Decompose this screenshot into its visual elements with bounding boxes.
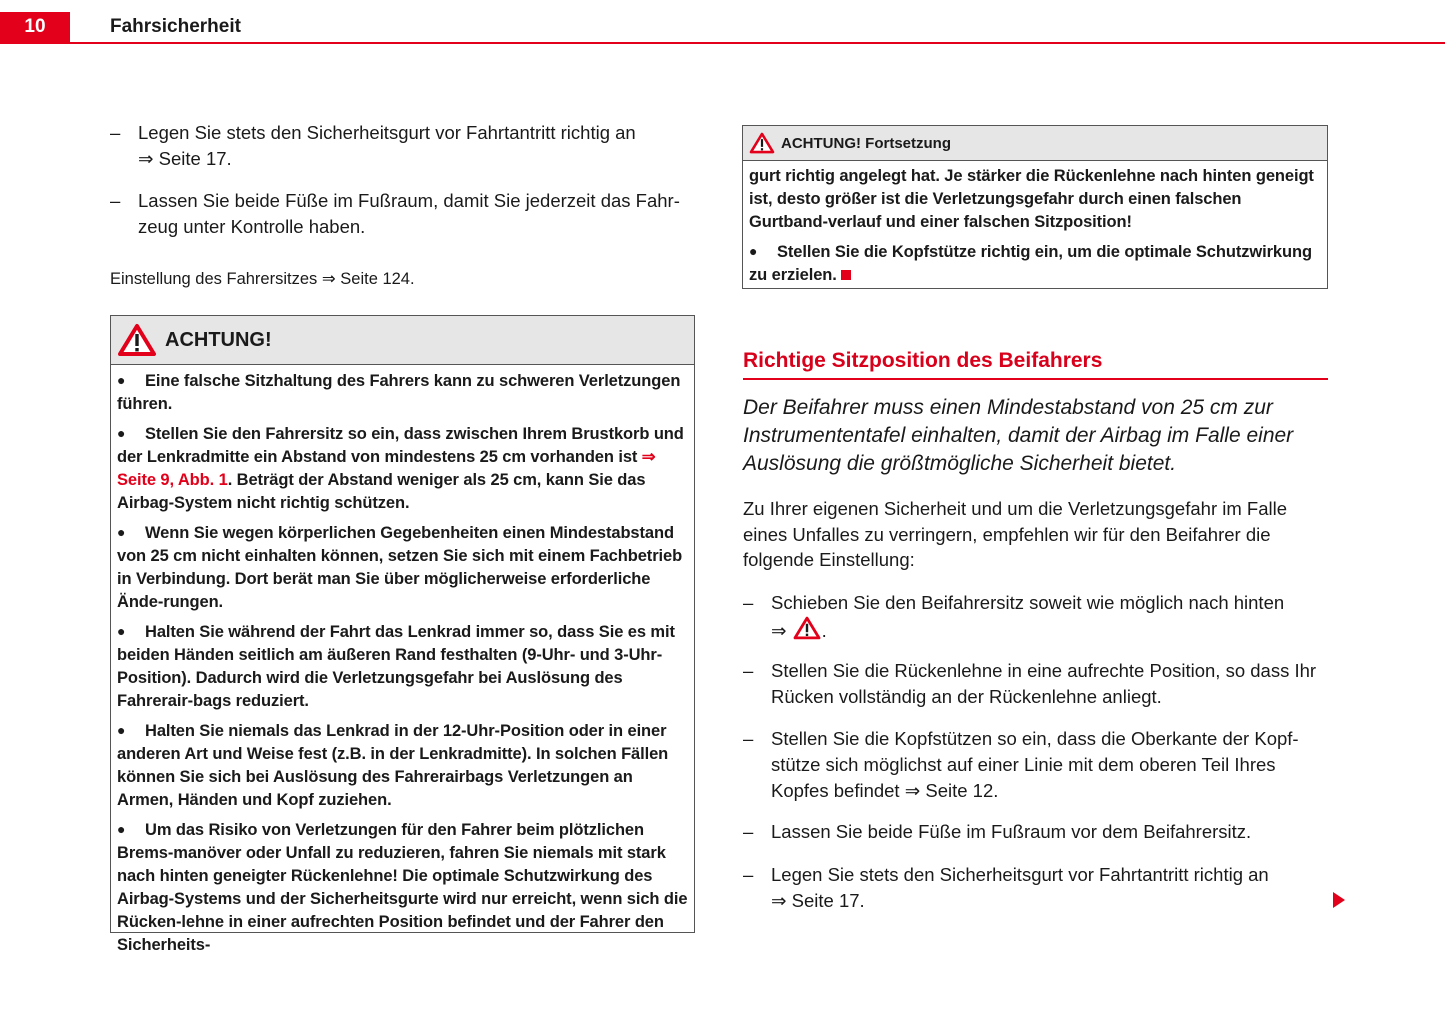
section-rule [743,378,1328,380]
page-number: 10 [24,16,46,37]
list-item-text: Lassen Sie beide Füße im Fußraum, damit Sie jederzeit das Fahr- [138,190,680,211]
warning-reference-link[interactable]: ⇒ . [771,620,827,641]
dash-marker: – [743,864,754,885]
page-reference-link[interactable]: ⇒ Seite 17. [138,148,232,169]
list-item-text: Stellen Sie die Kopfstützen so ein, dass die Oberkante der Kopf-stütze sich möglichst auf einer Linie mit dem oberen Teil Ihres Kopfes befindet ⇒ Seite 12. [771,728,1299,801]
warning-continuation: gurt richtig angelegt hat. Je stärker die Rückenlehne nach hinten geneigt ist, desto größer ist die Verletzungsgefahr durch einen falschen Gurtband-verlauf und einer falschen Sitzposition! [749,167,1314,231]
figure-reference-link[interactable]: ⇒ Seite 9, Abb. 1 [117,448,656,489]
bullet-icon: ● [117,372,126,388]
section-title: Richtige Sitzposition des Beifahrers [743,349,1103,372]
warning-bullet: ● Um das Risiko von Verletzungen für den Fahrer beim plötzlichen Brems-manöver oder Unfall zu reduzieren, fahren Sie niemals mit stark nach hinten geneigter Rückenlehne! Die optimale Schutzwirkung des Airbag-Systems und der Sicherheitsgurte wird nur erreicht, wenn sich die Rücken-lehne in einer aufrechten Position befindet und der Fahrer den Sicherheits- [117,818,688,957]
warning-bullet: ● Wenn Sie wegen körperlichen Gegebenheiten einen Mindestabstand von 25 cm nicht einhalten können, setzen Sie sich mit einem Fachbetrieb in Verbindung. Dort berät man Sie über möglicherweise erforderliche Ände-rungen. [117,521,688,614]
list-item [743,590,1343,644]
dash-marker: – [110,190,121,211]
warning-body [111,365,694,957]
dash-marker: – [743,592,754,613]
warning-triangle-icon [792,616,822,640]
warning-triangle-icon [117,323,157,357]
list-item-text: Stellen Sie die Rückenlehne in eine aufrechte Position, so dass Ihr Rücken vollständig an der Rückenlehne anliegt. [771,660,1317,707]
list-item-text: Lassen Sie beide Füße im Fußraum vor dem Beifahrersitz. [771,821,1252,842]
section-paragraph: Zu Ihrer eigenen Sicherheit und um die Verletzungsgefahr im Falle eines Unfalles zu verringern, empfehlen wir für den Beifahrer die folgende Einstellung: [743,498,1287,570]
dash-marker: – [743,660,754,681]
end-of-section-marker [841,270,851,280]
warning-bullet: ● Halten Sie während der Fahrt das Lenkrad immer so, dass Sie es mit beiden Händen seitlich am äußeren Rand festhalten (9-Uhr- und 3-Uhr-Position). Dadurch wird die Verletzungsgefahr bei Auslösung des Fahrerair-bags reduziert. [117,620,688,713]
bullet-icon: ● [117,425,126,441]
warning-title: ACHTUNG! Fortsetzung [781,134,951,152]
bullet-icon: ● [117,524,126,540]
bullet-icon: ● [117,821,126,837]
list-item [743,862,1343,914]
list-item-text: Legen Sie stets den Sicherheitsgurt vor Fahrtantritt richtig an [771,864,1269,885]
warning-header [743,126,1327,161]
list-item [110,188,710,240]
warning-triangle-icon [749,132,775,154]
list-item [743,726,1343,804]
list-item [743,819,1343,845]
list-item-text-cont: zeug unter Kontrolle haben. [138,216,366,237]
warning-body [743,161,1327,287]
dash-marker: – [743,728,754,749]
page-reference-link[interactable]: ⇒ Seite 17. [771,890,865,911]
dash-marker: – [110,122,121,143]
warning-bullet: ● Stellen Sie die Kopfstütze richtig ein, um die optimale Schutzwirkung zu erzielen. [749,240,1321,287]
bullet-icon: ● [117,623,126,639]
warning-header [111,316,694,365]
list-item-text: Schieben Sie den Beifahrersitz soweit wie möglich nach hinten [771,592,1285,613]
list-item [110,120,710,172]
warning-bullet: ● Halten Sie niemals das Lenkrad in der 12-Uhr-Position oder in einer anderen Art und Weise fest (z.B. in der Lenkradmitte). In solchen Fällen können Sie sich bei Auslösung des Fahrerairbags Verletzungen an Armen, Händen und Kopf zuziehen. [117,719,688,812]
continue-next-page-icon[interactable] [1333,892,1345,908]
bullet-icon: ● [749,243,758,259]
warning-title: ACHTUNG! [165,328,272,351]
dash-marker: – [743,821,754,842]
list-item-text: Legen Sie stets den Sicherheitsgurt vor Fahrtantritt richtig an [138,122,636,143]
chapter-title: Fahrsicherheit [110,16,241,37]
warning-bullet: ● Stellen Sie den Fahrersitz so ein, dass zwischen Ihrem Brustkorb und der Lenkradmitte ein Abstand von mindestens 25 cm vorhanden ist ⇒ Seite 9, Abb. 1. Beträgt der Abstand weniger als 25 cm, kann Sie das Airbag-System nicht richtig schützen. [117,422,688,515]
list-item [743,658,1343,710]
bullet-icon: ● [117,722,126,738]
warning-bullet: ● Eine falsche Sitzhaltung des Fahrers kann zu schweren Verletzungen führen. [117,369,688,416]
warning-continued-box [742,125,1328,289]
section-intro: Der Beifahrer muss einen Mindestabstand von 25 cm zur Instrumententafel einhalten, damit der Airbag im Falle einer Auslösung die größtmögliche Sicherheit bietet. [743,396,1294,475]
seat-adjustment-reference[interactable]: Einstellung des Fahrersitzes ⇒ Seite 124. [110,270,415,288]
header-rule [70,42,1445,44]
warning-box [110,315,695,954]
